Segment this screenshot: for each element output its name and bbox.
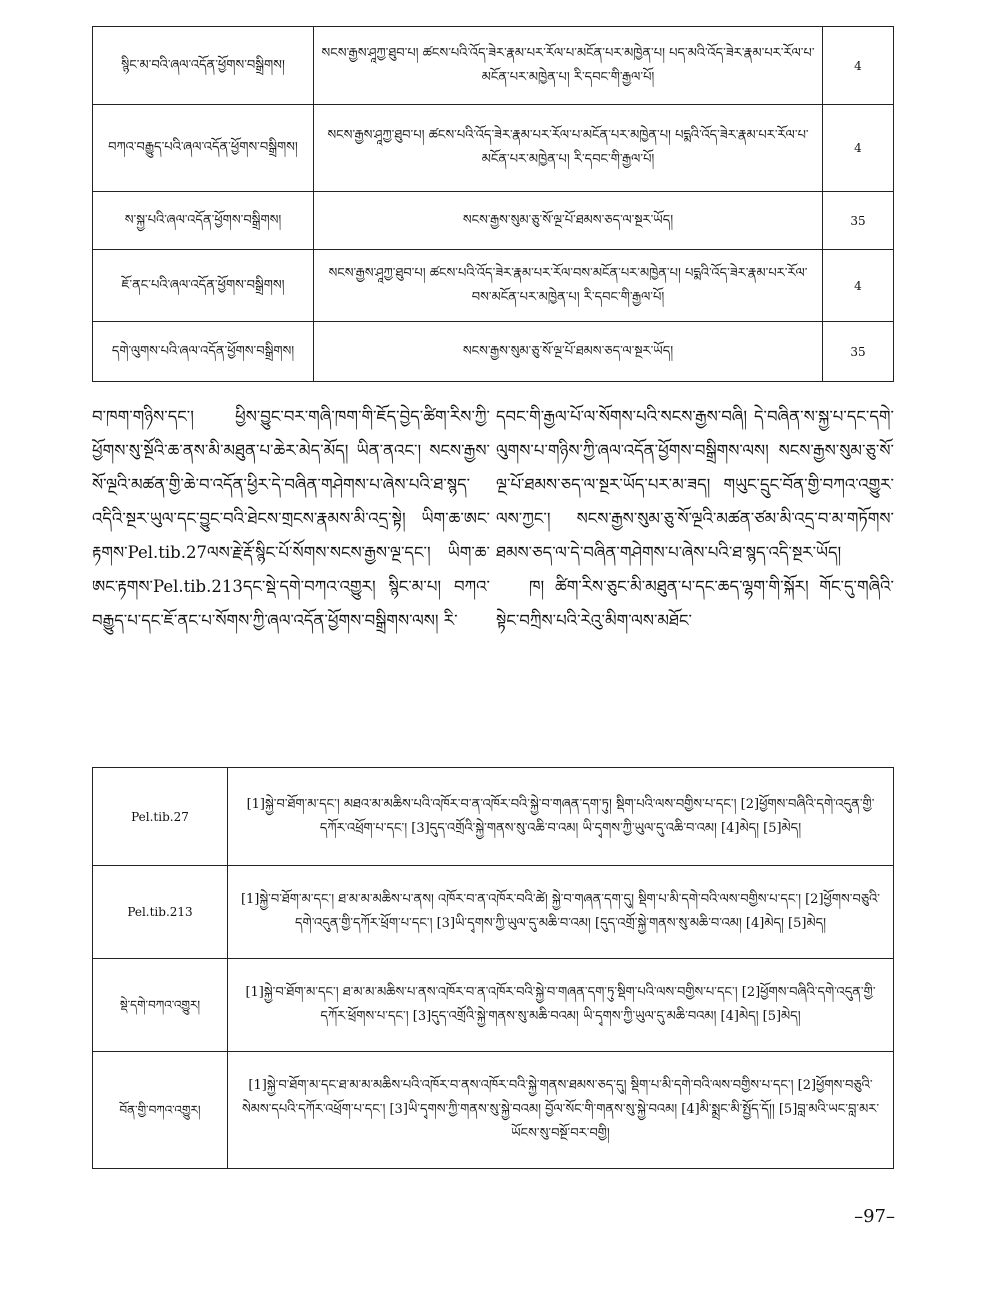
table-row (93, 105, 894, 192)
table-cell-text: [1]སྐྱེ་བ་ཐོག་མ་དང་། ཐ་མ་མ་མཆིས་པ་ནས། འཁོར་བ་ན་འཁོར་བའི་ཚེ། སྐྱེ་བ་གཞན་དག་དུ། སྡིག་པ་མི་དགེ་བའི་ལས་བགྱིས་པ་དང་། [2]ཕྱོགས་བཅུའི་དགེ་འདུན་གྱི་དཀོར་ཕྲོག་པ་དང་། [3]ཡི་དྭགས་ཀྱི་ཡུལ་དུ་མཆི་བ་འམ། [དུད་འགྲོ་སྐྱེ་གནས་སུ་མཆི་བ་འམ། [4]མེད། [5]མེད། (228, 866, 894, 959)
table-row (93, 959, 894, 1052)
table-cell-text: [1]སྐྱེ་བ་ཐོག་མ་དང་ཐ་མ་མ་མཆིས་པའི་འཁོར་བ་ནས་འཁོར་བའི་སྐྱེ་གནས་ཐམས་ཅད་དུ། སྡིག་པ་མི་དགེ་བའི་ལས་བགྱིས་པ་དང་། [2]ཕྱོགས་བཅུའི་སེམས་དཔའི་དཀོར་འཕྲོག་པ་དང་། [3]ཡི་དྭགས་ཀྱི་གནས་སུ་སྐྱེ་བའམ། བྱོལ་སོང་གི་གནས་སུ་སྐྱེ་བའམ། [4]མི་སྨྲང་མི་སྤྱོད་དོ།། [5]བླ་མའི་ཡང་བླ་མར་ཡོངས་སུ་བསྔོ་བར་བགྱི། (228, 1052, 894, 1169)
body-text-left-column (92, 400, 490, 638)
table-cell-source: Pel.tib.27 (93, 768, 228, 866)
body-paragraph: བ་ཁག་གཉིས་དང་། ཕྱིས་བྱུང་བར་གཞི་ཁག་གི་ཇོད་བྱེད་ཚིག་རིས་ཀྱི་ཕྱོགས་སུ་སྔོའི་ཆ་ནས་མི་མཐུན་པ་ཆེར་མེད་མོད། ཡིན་ནའང་། སངས་རྒྱས་སོ་ལྔའི་མཚན་གྱི་ཆེ་བ་འདོན་ཕྱིར་དེ་བཞིན་གཤེགས་པ་ཞེས་པའི་ཐ་སྙད་འདིའི་སྔར་ཡུལ་དང་བྱུང་བའི་ཐེངས་གྲངས་རྣམས་མི་འདྲ་སྟེ། ཡིག་ཆ་ཨང་རྟགས་Pel.tib.27ལས་རྗེ་རྡོ་སྙིང་པོ་སོགས་སངས་རྒྱས་ལྔ་དང་། ཡིག་ཆ་ཨང་རྟགས་Pel.tib.213དང་སྡེ་དགེ་བཀའ་འགྱུར། སྙིང་མ་པ། བཀའ་བརྒྱུད་པ་དང་ཇོ་ནང་པ་སོགས་ཀྱི་ཞལ་འདོན་ཕྱོགས་བསྒྲིགས་ལས། རི་ (92, 407, 490, 630)
table-cell-source: དགེ་ལུགས་པའི་ཞལ་འདོན་ཕྱོགས་བསྒྲིགས། (93, 322, 314, 382)
table-cell-count: 4 (823, 105, 894, 192)
table-cell-source: བོན་གྱི་བཀའ་འགྱུར། (93, 1052, 228, 1169)
page-number: –97– (854, 1206, 895, 1227)
table-cell-text: [1]སྐྱེ་བ་ཐོག་མ་དང་། མཐའ་མ་མཆིས་པའི་འཁོར་བ་ན་འཁོར་བའི་སྐྱེ་བ་གཞན་དག་ཏུ། སྡིག་པའི་ལས་བགྱིས་པ་དང་། [2]ཕྱོགས་བཞིའི་དགེ་འདུན་གྱི་དཀོར་འཕྲོག་པ་དང་། [3]དུད་འགྲོའི་སྐྱེ་གནས་སུ་འཆི་བ་འམ། ཡི་དྭགས་ཀྱི་ཡུལ་དུ་འཆི་བ་འམ། [4]མེད། [5]མེད། (228, 768, 894, 866)
table-cell-source: སྙིང་མ་བའི་ཞལ་འདོན་ཕྱོགས་བསྒྲིགས། (93, 27, 314, 105)
table-cell-source: ས་སྐྱ་པའི་ཞལ་འདོན་ཕྱོགས་བསྒྲིགས། (93, 192, 314, 250)
table-cell-content: སངས་རྒྱས་སུམ་ཅུ་སོ་ལྔ་པོ་ཐམས་ཅད་ལ་སྔར་ཡོད། (314, 192, 823, 250)
comparison-table-text-variants (92, 767, 894, 1169)
table-cell-content: སངས་རྒྱས་ཤཱཀྱ་ཐུབ་པ། ཚངས་པའི་འོད་ཟེར་རྣམ་པར་རོལ་བས་མངོན་པར་མཁྱེན་པ། པདྨའི་འོད་ཟེར་རྣམ་པར་རོལ་བས་མངོན་པར་མཁྱེན་པ། རི་དབང་གི་རྒྱལ་པོ། (314, 250, 823, 322)
section-heading-paragraph: ཁ། ཚིག་རིས་ཅུང་མི་མཐུན་པ་དང་ཆད་ལྷག་གི་སྐོར། གོང་དུ་གཞིའི་སྟེང་བཀྲིས་པའི་རེའུ་མིག་ལས་མཐོང་ (496, 577, 894, 630)
table-cell-count: 4 (823, 250, 894, 322)
table-row (93, 322, 894, 382)
table-cell-source: Pel.tib.213 (93, 866, 228, 959)
table-cell-source: བཀའ་བརྒྱུད་པའི་ཞལ་འདོན་ཕྱོགས་བསྒྲིགས། (93, 105, 314, 192)
comparison-table-buddha-names (92, 26, 894, 382)
table-cell-text: [1]སྐྱེ་བ་ཐོག་མ་དང་། ཐ་མ་མ་མཆིས་པ་ནས་འཁོར་བ་ན་འཁོར་བའི་སྐྱེ་བ་གཞན་དག་ཏུ་སྡིག་པའི་ལས་བགྱིས་པ་དང་། [2]ཕྱོགས་བཞིའི་དགེ་འདུན་གྱི་དཀོར་ཕྲོགས་པ་དང་། [3]དུད་འགྲོའི་སྐྱེ་གནས་སུ་མཆི་བའམ། ཡི་དྭགས་ཀྱི་ཡུལ་དུ་མཆི་བའམ། [4]མེད། [5]མེད། (228, 959, 894, 1052)
table-cell-count: 35 (823, 322, 894, 382)
table-cell-count: 35 (823, 192, 894, 250)
table-row (93, 192, 894, 250)
body-paragraph: དབང་གི་རྒྱལ་པོ་ལ་སོགས་པའི་སངས་རྒྱས་བཞི། དེ་བཞིན་ས་སྐྱ་པ་དང་དགེ་ལུགས་པ་གཉིས་ཀྱི་ཞལ་འདོན་ཕྱོགས་བསྒྲིགས་ལས། སངས་རྒྱས་སུམ་ཅུ་སོ་ལྔ་པོ་ཐམས་ཅད་ལ་སྔར་ཡོད་པར་མ་ཟད། གཡུང་དྲུང་བོན་གྱི་བཀའ་འགྱུར་ལས་ཀྱང་། སངས་རྒྱས་སུམ་ཅུ་སོ་ལྔའི་མཚན་ཙམ་མི་འདྲ་བ་མ་གཏོགས་ཐམས་ཅད་ལ་དེ་བཞིན་གཤེགས་པ་ཞེས་པའི་ཐ་སྙད་འདི་སྔར་ཡོད། (496, 407, 894, 562)
table-cell-source: ཇོ་ནང་པའི་ཞལ་འདོན་ཕྱོགས་བསྒྲིགས། (93, 250, 314, 322)
table-row (93, 768, 894, 866)
table-row (93, 250, 894, 322)
table-row (93, 866, 894, 959)
table-cell-source: སྡེ་དགེ་བཀའ་འགྱུར། (93, 959, 228, 1052)
body-text-right-column (496, 400, 894, 638)
table-row (93, 1052, 894, 1169)
table-cell-count: 4 (823, 27, 894, 105)
table-row (93, 27, 894, 105)
table-cell-content: སངས་རྒྱས་སུམ་ཅུ་སོ་ལྔ་པོ་ཐམས་ཅད་ལ་སྔར་ཡོད། (314, 322, 823, 382)
table-cell-content: སངས་རྒྱས་ཤཱཀྱ་ཐུབ་པ། ཚངས་པའི་འོད་ཟེར་རྣམ་པར་རོལ་པ་མངོན་པར་མཁྱེན་པ། པདྨའི་འོད་ཟེར་རྣམ་པར་རོལ་པ་མངོན་པར་མཁྱེན་པ། རི་དབང་གི་རྒྱལ་པོ། (314, 105, 823, 192)
table-cell-content: སངས་རྒྱས་ཤཱཀྱ་ཐུབ་པ། ཚངས་པའི་འོད་ཟེར་རྣམ་པར་རོལ་པ་མངོན་པར་མཁྱེན་པ། པད་མའི་འོད་ཟེར་རྣམ་པར་རོལ་པ་མངོན་པར་མཁྱེན་པ། རི་དབང་གི་རྒྱལ་པོ། (314, 27, 823, 105)
